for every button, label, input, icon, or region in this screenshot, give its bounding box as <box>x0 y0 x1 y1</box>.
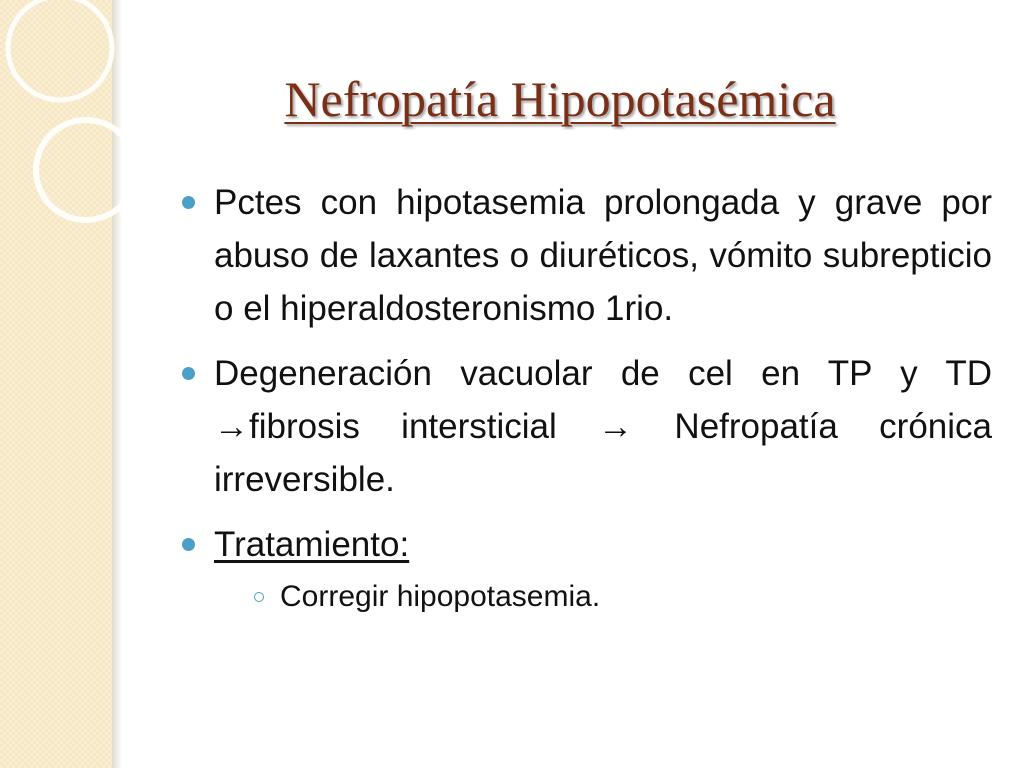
sub-bullet-ring-icon <box>254 592 264 602</box>
decorative-rings <box>0 0 130 320</box>
sub-bullet-text-1: Corregir hipopotasemia. <box>280 580 601 613</box>
slide-title: Nefropatía Hipopotasémica <box>284 71 836 127</box>
bullet-text-1: Pctes con hipotasemia prolongada y grave por abuso de laxantes o diuréticos, vómito subrepticio o el hiperaldosteronismo 1rio. <box>214 183 992 328</box>
decorative-ring-large <box>8 0 112 100</box>
bullet-text-3: Tratamiento: <box>214 525 410 564</box>
bullet-item-2 <box>180 347 992 506</box>
bullet-dot-icon <box>182 367 195 380</box>
bullet-dot-icon <box>182 196 195 209</box>
bullet-item-3 <box>180 518 992 619</box>
bullet-item-1 <box>180 176 992 335</box>
bullet-list <box>180 176 992 631</box>
decorative-ring-small <box>36 120 130 220</box>
bullet-dot-icon <box>182 538 195 551</box>
bullet-text-2: Degeneración vacuolar de cel en TP y TD →fibrosis intersticial → Nefropatía crónica irreversible. <box>214 354 992 499</box>
sub-bullet-item-1 <box>214 575 992 619</box>
